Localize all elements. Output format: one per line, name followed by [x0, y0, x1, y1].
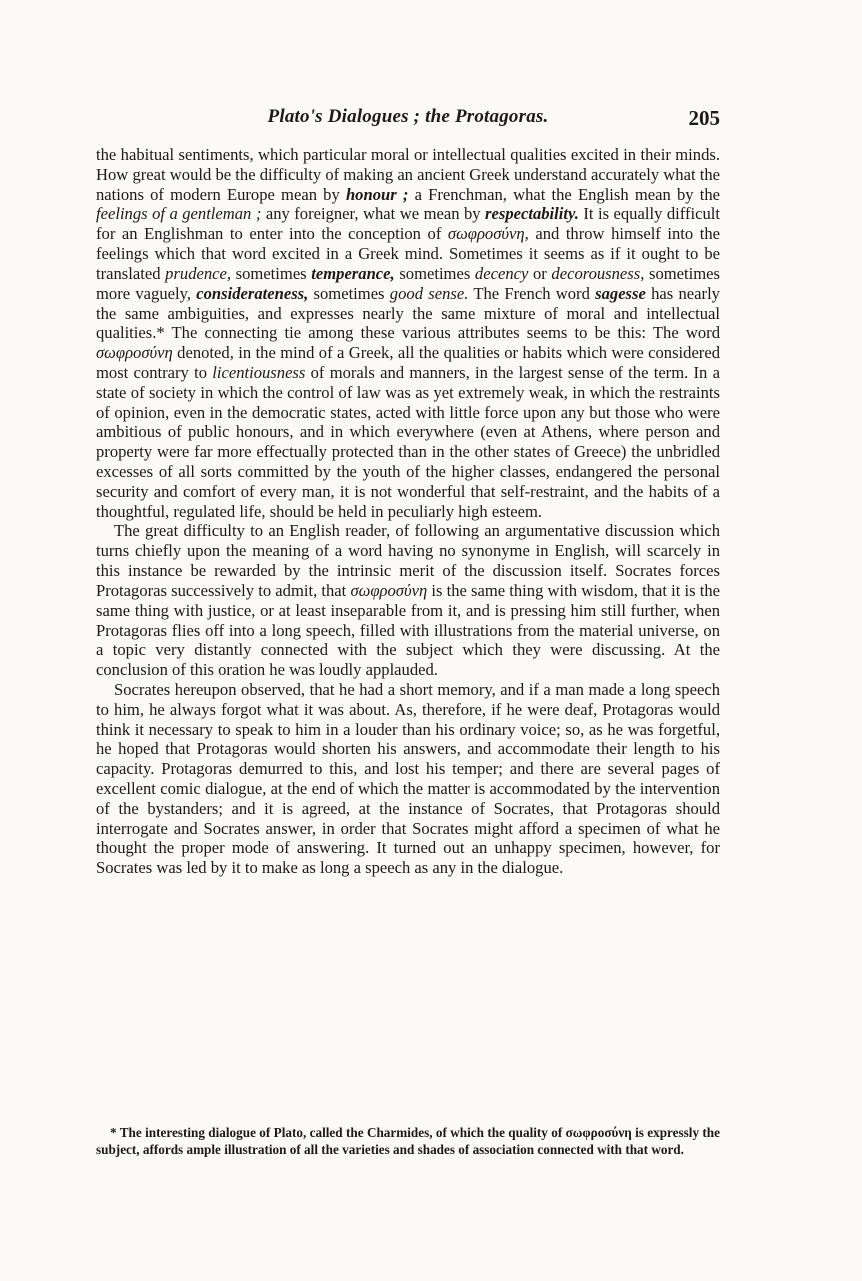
- emphasis: decorousness,: [551, 263, 645, 283]
- emphasis: sagesse: [595, 283, 646, 303]
- page-number: 205: [688, 106, 720, 130]
- emphasis: licentiousness: [212, 362, 306, 382]
- text-run: a Frenchman, what the English mean by the: [408, 184, 720, 204]
- body-text: [96, 145, 720, 878]
- text-run: or: [528, 263, 552, 283]
- text-run: sometimes: [231, 263, 312, 283]
- page-header: [96, 106, 720, 134]
- emphasis: good sense.: [389, 283, 469, 303]
- emphasis: considerateness,: [196, 283, 309, 303]
- emphasis: honour ;: [345, 184, 409, 204]
- text-run: sometimes more vaguely,: [96, 263, 720, 303]
- paragraph-1: [96, 145, 720, 521]
- text-run: sometimes: [308, 283, 390, 303]
- emphasis: feelings of a gentleman ;: [96, 204, 262, 224]
- text-run: , and throw himself into the feelings which that word excited in a Greek mind. Sometimes it seems as if it ought to be translated: [96, 224, 720, 283]
- emphasis: respectability.: [485, 204, 579, 224]
- greek-word: σωφροσύνη: [96, 343, 173, 363]
- footnote: [96, 1124, 720, 1158]
- text-run: any foreigner, what we mean by: [261, 204, 486, 224]
- running-title: Plato's Dialogues ; the Protagoras.: [267, 106, 549, 127]
- text-run: of morals and manners, in the largest sense of the term. In a state of society in which the control of law was as yet extremely weak, in which the restraints of opinion, even in the democratic states, acted with little force upon any but those who were ambitious of public honours, and in which everywhere (even at Athens, where person and property were far more effectually protected than in the other states of Greece) the unbridled excesses of all sorts committed by the youth of the higher classes, endangered the personal security and comfort of every man, it is not wonderful that self-restraint, and the habits of a thoughtful, regulated life, should be held in peculiarly high esteem.: [96, 362, 720, 521]
- paragraph-3: Socrates hereupon observed, that he had a short memory, and if a man made a long speech to him, he always forgot what it was about. As, therefore, if he were deaf, Protagoras would think it necessary to speak to him in a louder than his ordinary voice; so, as he was forgetful, he hoped that Protagoras would shorten his answers, and accommodate their length to his capacity. Protagoras demurred to this, and lost his temper; and there are several pages of excellent comic dialogue, at the end of which the matter is accommodated by the intervention of the bystanders; and it is agreed, at the instance of Socrates, that Protagoras should interrogate and Socrates answer, in order that Socrates might afford a specimen of what he thought the proper mode of answering. It turned out an unhappy specimen, however, for Socrates was led by it to make as long a speech as any in the dialogue.: [96, 679, 720, 878]
- paragraph-2: [96, 521, 720, 680]
- text-run: is the same thing with wisdom, that it is the same thing with justice, or at least inseparable from it, and is pressing him still further, when Protagoras flies off into a long speech, filled with illustrations from the material universe, on a topic very distantly connected with the subject which they were discussing. At the conclusion of this oration he was loudly applauded.: [96, 580, 720, 680]
- text-run: It is equally difficult for an Englishman to enter into the conception of: [96, 204, 720, 244]
- text-run: the habitual sentiments, which particular moral or intellectual qualities excited in their minds. How great would be the difficulty of making an ancient Greek understand accurately what the nations of modern Europe mean by: [96, 145, 720, 204]
- text-run: The great difficulty to an English reader, of following an argumentative discussion which turns chiefly upon the meaning of a word having no synonyme in English, will scarcely in this instance be rewarded by the intrinsic merit of the discussion itself. Socrates forces Protagoras successively to admit, that: [96, 521, 720, 600]
- greek-word: σωφροσύνη: [447, 224, 525, 244]
- text-run: denoted, in the mind of a Greek, all the qualities or habits which were considered most contrary to: [96, 343, 720, 382]
- emphasis: decency: [474, 263, 529, 283]
- text-run: has nearly the same ambiguities, and expresses nearly the same mixture of moral and intellectual qualities.* The connecting tie among these various attributes seems to be this: The word: [96, 283, 720, 343]
- greek-word: σωφροσύνη: [350, 580, 428, 600]
- text-run: The French word: [468, 283, 596, 303]
- footnote-text: * The interesting dialogue of Plato, called the Charmides, of which the quality of σωφροσύνη is expressly the subject, affords ample illustration of all the varieties and shades of association connected with that word.: [96, 1125, 720, 1157]
- emphasis: prudence,: [165, 263, 232, 283]
- text-run: sometimes: [394, 263, 475, 283]
- emphasis: temperance,: [311, 263, 395, 283]
